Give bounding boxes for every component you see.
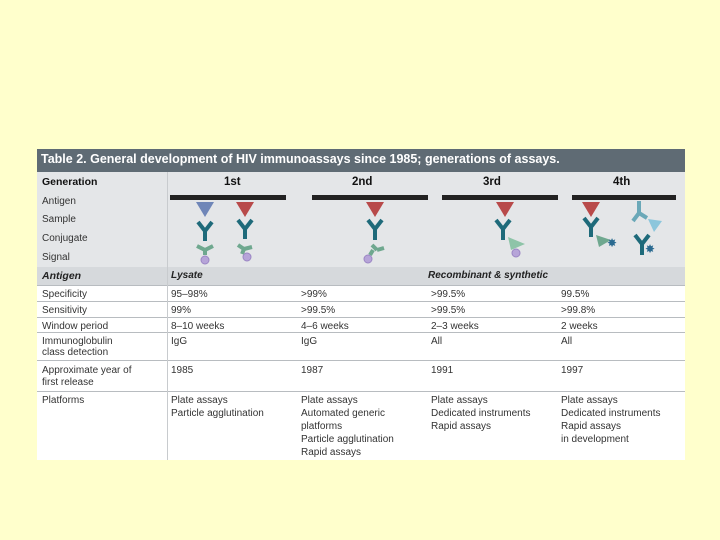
- cell-ig-4th: All: [561, 336, 573, 347]
- signal-dot-icon: [201, 256, 209, 264]
- table-title: Table 2. General development of HIV immunoassays since 1985; generations of assays.: [41, 152, 560, 166]
- antigen-row-label: Antigen: [42, 270, 82, 282]
- platform-line: Plate assays: [431, 395, 488, 406]
- cell-ig-2nd: IgG: [301, 336, 318, 347]
- signal-dot-icon: [364, 255, 372, 263]
- antigen-triangle-icon: [236, 202, 254, 217]
- antibody-y-icon: [496, 220, 510, 240]
- cell-window-4th: 2 weeks: [561, 321, 598, 332]
- cell-year-4th: 1997: [561, 365, 584, 376]
- cell-sensitivity-3rd: >99.5%: [431, 305, 466, 316]
- cell-specificity-4th: 99.5%: [561, 289, 590, 300]
- gen-2nd-header: 2nd: [352, 176, 373, 188]
- antibody-y-icon: [368, 220, 382, 240]
- hiv-assay-table: [37, 149, 685, 460]
- antibody-y-icon: [584, 218, 598, 237]
- platform-line: Plate assays: [301, 395, 358, 406]
- cell-sensitivity-2nd: >99.5%: [301, 305, 336, 316]
- row-divider: [37, 301, 685, 302]
- row-divider: [37, 317, 685, 318]
- platform-line: in development: [561, 434, 629, 445]
- cell-specificity-1st: 95–98%: [171, 289, 208, 300]
- signal-dot-icon: [243, 253, 251, 261]
- cell-window-3rd: 2–3 weeks: [431, 321, 479, 332]
- cell-platforms-3rd: [431, 394, 531, 433]
- row-label-immunoglobulin-line2: class detection: [42, 347, 109, 358]
- platform-line: Rapid assays: [561, 421, 622, 432]
- platform-line: Particle agglutination: [171, 408, 264, 419]
- platform-line: platforms: [301, 421, 343, 432]
- cell-sensitivity-4th: >99.8%: [561, 305, 596, 316]
- diagram-label-sample: Sample: [42, 214, 76, 225]
- diagram-label-signal: Signal: [42, 252, 70, 263]
- diagram-label-antigen: Antigen: [42, 196, 76, 207]
- antigen-lysate: Lysate: [171, 270, 203, 281]
- cell-ig-1st: IgG: [171, 336, 188, 347]
- assay-schematic: [37, 149, 685, 269]
- row-label-year-line2: first release: [42, 377, 94, 388]
- cell-year-1st: 1985: [171, 365, 194, 376]
- gen-4th-header: 4th: [613, 176, 631, 188]
- conjugate-icon: [238, 245, 252, 254]
- antigen-triangle-icon: [648, 219, 662, 232]
- platform-line: Rapid assays: [301, 447, 362, 458]
- antigen-triangle-icon: [582, 202, 600, 217]
- antigen-band: [37, 267, 685, 285]
- cell-window-2nd: 4–6 weeks: [301, 321, 349, 332]
- row-divider: [37, 285, 685, 286]
- row-label-sensitivity: Sensitivity: [42, 305, 88, 316]
- cell-sensitivity-1st: 99%: [171, 305, 192, 316]
- antibody-y-icon: [198, 222, 212, 241]
- cell-year-2nd: 1987: [301, 365, 324, 376]
- platform-line: Dedicated instruments: [561, 408, 661, 419]
- conjugate-icon: [508, 237, 525, 250]
- row-label-specificity: Specificity: [42, 289, 88, 300]
- platform-line: Plate assays: [171, 395, 228, 406]
- antigen-triangle-icon: [496, 202, 514, 217]
- cell-specificity-3rd: >99.5%: [431, 289, 466, 300]
- diagram-label-conjugate: Conjugate: [42, 233, 88, 244]
- platform-line: Particle agglutination: [301, 434, 394, 445]
- platform-line: Dedicated instruments: [431, 408, 531, 419]
- column-divider: [167, 172, 168, 460]
- platform-line: Rapid assays: [431, 421, 492, 432]
- signal-star-icon: ✸: [645, 242, 656, 256]
- antibody-y-icon: [238, 220, 252, 239]
- row-label-window-period: Window period: [42, 321, 109, 332]
- gen-1st-header: 1st: [224, 176, 241, 188]
- row-divider: [37, 360, 685, 361]
- cell-platforms-2nd: [301, 394, 394, 459]
- conjugate-icon: [370, 245, 384, 255]
- cell-platforms-4th: [561, 394, 661, 446]
- antigen-recombinant: Recombinant & synthetic: [428, 270, 549, 281]
- generation-label: Generation: [42, 176, 98, 188]
- antibody-y-icon: [633, 201, 647, 221]
- row-label-immunoglobulin: Immunoglobulin: [42, 336, 113, 347]
- row-divider: [37, 391, 685, 392]
- platform-line: Plate assays: [561, 395, 618, 406]
- platform-line: Automated generic: [301, 408, 385, 419]
- cell-ig-3rd: All: [431, 336, 443, 347]
- signal-star-icon: ✸: [607, 236, 618, 250]
- cell-platforms-1st: [171, 394, 264, 420]
- gen-3rd-header: 3rd: [483, 176, 501, 188]
- cell-specificity-2nd: >99%: [301, 289, 327, 300]
- signal-dot-icon: [512, 249, 520, 257]
- cell-year-3rd: 1991: [431, 365, 454, 376]
- row-label-platforms: Platforms: [42, 395, 85, 406]
- antigen-triangle-icon: [366, 202, 384, 217]
- conjugate-icon: [197, 246, 213, 255]
- cell-window-1st: 8–10 weeks: [171, 321, 225, 332]
- antigen-triangle-icon: [196, 202, 214, 217]
- row-label-year: Approximate year of: [42, 365, 132, 376]
